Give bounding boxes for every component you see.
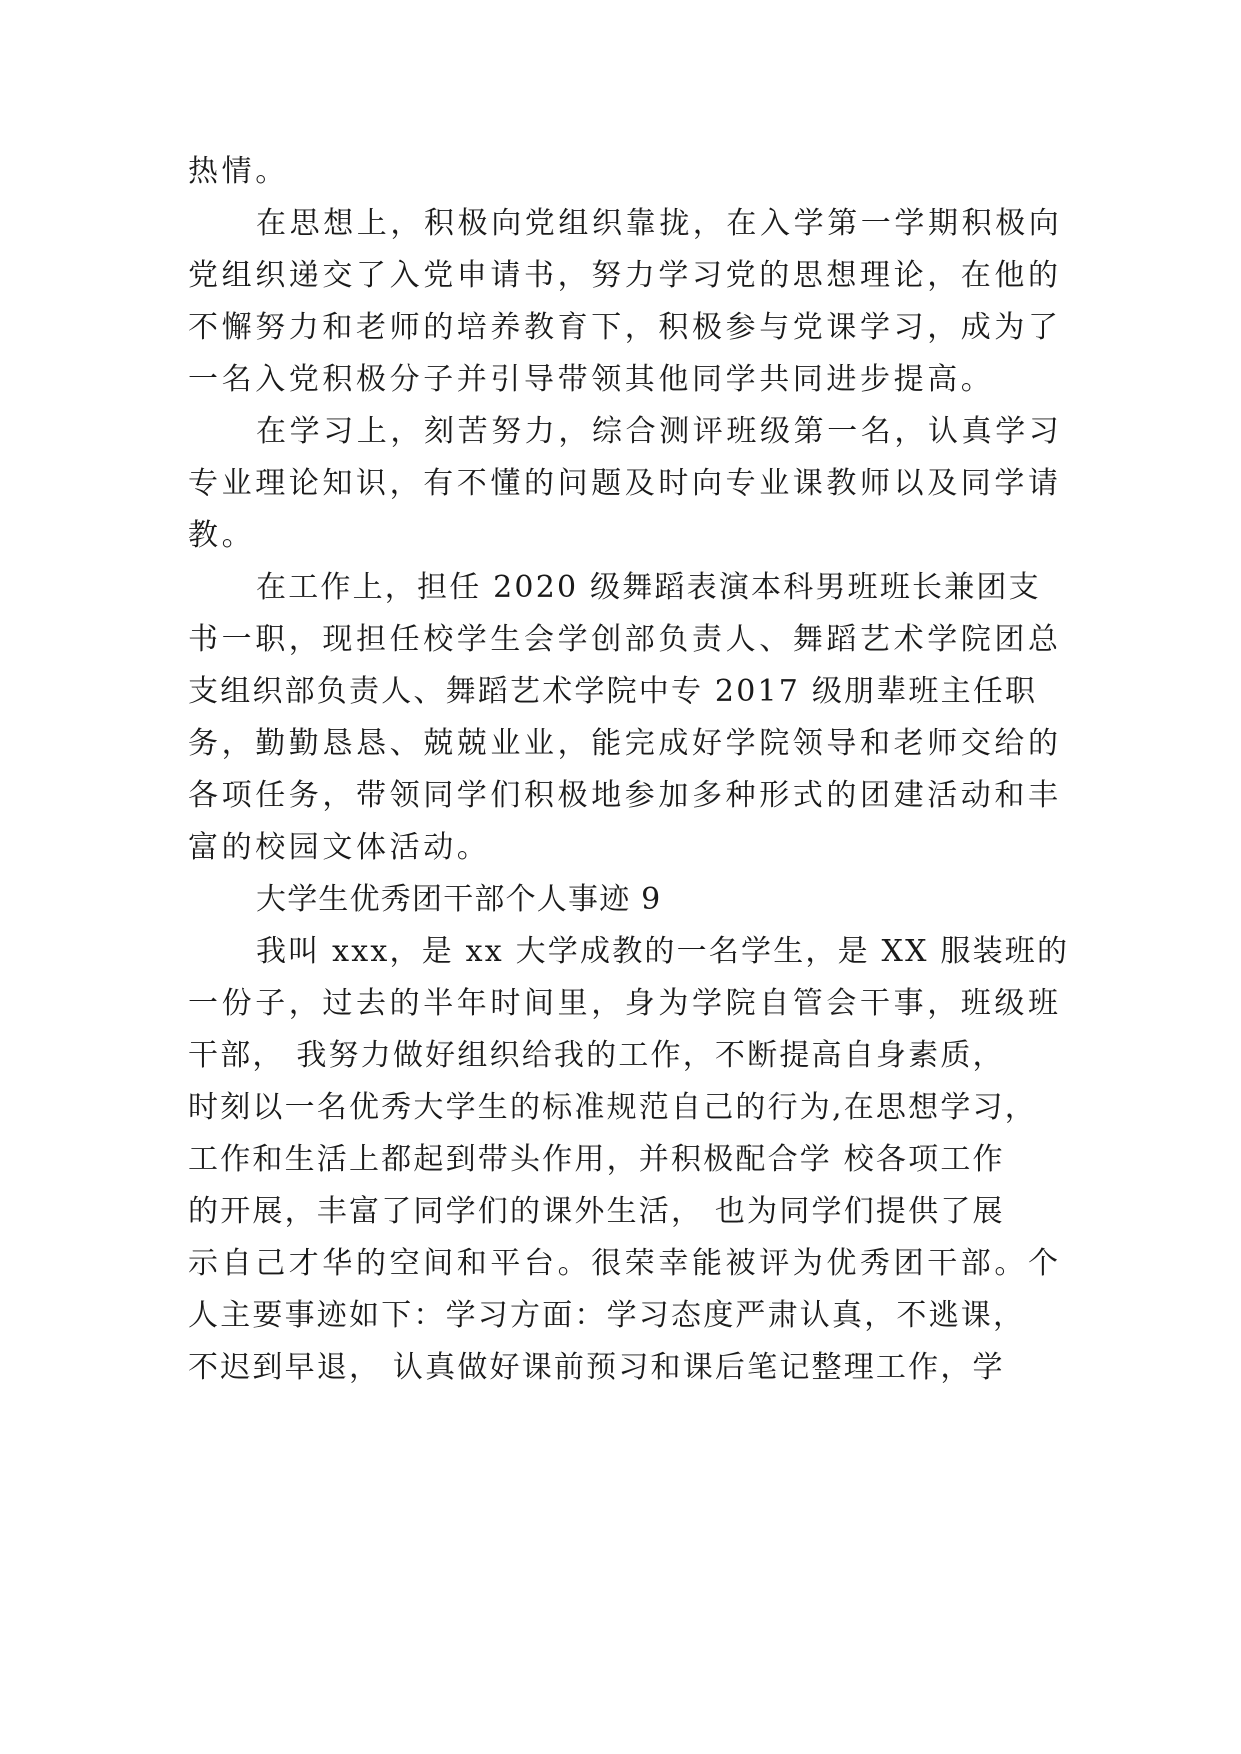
text-line: 时刻以一名优秀大学生的标准规范自己的行为,在思想学习，: [188, 1090, 1037, 1125]
text-line: 党组织递交了入党申请书，努力学习党的思想理论，在他的: [188, 258, 1062, 293]
text-line: 干部， 我努力做好组织给我的工作，不断提高自身素质，: [188, 1038, 1005, 1073]
text-line: 一名入党积极分子并引导带领其他同学共同进步提高。: [188, 362, 995, 397]
text-line: 各项任务，带领同学们积极地参加多种形式的团建活动和丰: [188, 778, 1062, 813]
text-line: 不懈努力和老师的培养教育下，积极参与党课学习，成为了: [188, 310, 1062, 345]
text-line: 不迟到早退， 认真做好课前预习和课后笔记整理工作，学: [188, 1350, 1005, 1385]
paragraph-work-start: 在工作上，担任 2020 级舞蹈表演本科男班班长兼团支: [256, 570, 1041, 605]
text-line: 一份子，过去的半年时间里，身为学院自管会干事，班级班: [188, 986, 1062, 1021]
text-line: 示自己才华的空间和平台。很荣幸能被评为优秀团干部。个: [188, 1246, 1062, 1281]
paragraph-thought-start: 在思想上，积极向党组织靠拢，在入学第一学期积极向: [256, 206, 1063, 241]
text-line: 书一职，现担任校学生会学创部负责人、舞蹈艺术学院团总: [188, 622, 1062, 657]
text-line: 务，勤勤恳恳、兢兢业业，能完成好学院领导和老师交给的: [188, 726, 1062, 761]
text-line: 教。: [188, 518, 256, 553]
paragraph-intro-start: 我叫 xxx，是 xx 大学成教的一名学生，是 XX 服装班的: [256, 934, 1070, 969]
text-line: 专业理论知识，有不懂的问题及时向专业课教师以及同学请: [188, 466, 1062, 501]
text-line: 富的校园文体活动。: [188, 830, 491, 865]
paragraph-study-start: 在学习上，刻苦努力，综合测评班级第一名，认真学习: [256, 414, 1063, 449]
text-line: 热情。: [188, 154, 289, 189]
text-line: 支组织部负责人、舞蹈艺术学院中专 2017 级朋辈班主任职: [188, 674, 1038, 709]
text-line: 的开展，丰富了同学们的课外生活， 也为同学们提供了展: [188, 1194, 1005, 1229]
text-line: 工作和生活上都起到带头作用，并积极配合学 校各项工作: [188, 1142, 1005, 1177]
text-line: 人主要事迹如下：学习方面：学习态度严肃认真，不逃课，: [188, 1298, 1026, 1333]
section-heading: 大学生优秀团干部个人事迹 9: [256, 882, 662, 917]
